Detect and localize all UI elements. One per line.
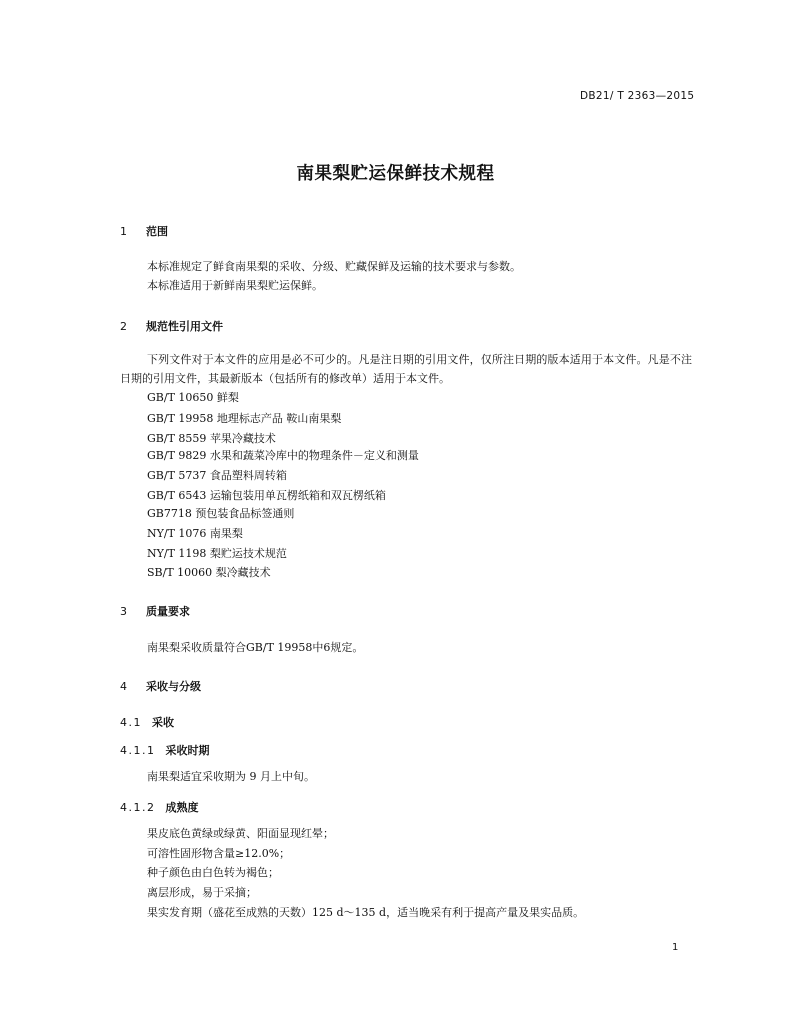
subsection-title: 采收时期 bbox=[165, 744, 210, 757]
reference-item: NY/T 1198 梨贮运技术规范 bbox=[147, 547, 287, 560]
reference-item: SB/T 10060 梨冷藏技术 bbox=[147, 566, 271, 579]
section-title: 范围 bbox=[146, 225, 168, 238]
subsection-number: 4.1 bbox=[120, 716, 142, 729]
section-title: 规范性引用文件 bbox=[146, 320, 223, 333]
subsection-title: 采收 bbox=[152, 716, 174, 729]
paragraph: 果实发育期（盛花至成熟的天数）125 d～135 d，适当晚采有利于提高产量及果实品质。 bbox=[147, 906, 585, 919]
paragraph: 本标准适用于新鲜南果梨贮运保鲜。 bbox=[147, 279, 323, 292]
intro-paragraph: 下列文件对于本文件的应用是必不可少的。凡是注日期的引用文件，仅所注日期的版本适用于本文件。凡是不注日期的引用文件，其最新版本（包括所有的修改单）适用于本文件。 bbox=[120, 353, 692, 385]
paragraph: 种子颜色由白色转为褐色； bbox=[147, 866, 279, 879]
reference-item: GB7718 预包装食品标签通则 bbox=[147, 507, 295, 520]
section-3-heading bbox=[120, 603, 190, 619]
subsection-number: 4.1.1 bbox=[120, 744, 156, 757]
paragraph: 本标准规定了鲜食南果梨的采收、分级、贮藏保鲜及运输的技术要求与参数。 bbox=[147, 260, 521, 273]
section-number: 2 bbox=[120, 320, 127, 333]
section-2-heading bbox=[120, 318, 223, 334]
subsection-4-1-1-heading bbox=[120, 742, 210, 758]
section-4-heading bbox=[120, 678, 201, 694]
section-title: 采收与分级 bbox=[146, 680, 201, 693]
section-title: 质量要求 bbox=[146, 605, 190, 618]
reference-item: GB/T 10650 鲜梨 bbox=[147, 391, 239, 404]
section-number: 1 bbox=[120, 225, 127, 238]
subsection-number: 4.1.2 bbox=[120, 801, 156, 814]
section-1-heading bbox=[120, 223, 168, 239]
section-number: 4 bbox=[120, 680, 127, 693]
paragraph: 南果梨适宜采收期为 9 月上中旬。 bbox=[147, 770, 315, 783]
subsection-title: 成熟度 bbox=[165, 801, 199, 814]
reference-item: GB/T 5737 食品塑料周转箱 bbox=[147, 469, 287, 482]
reference-item: GB/T 19958 地理标志产品 鞍山南果梨 bbox=[147, 412, 342, 425]
paragraph: 果皮底色黄绿或绿黄、阳面显现红晕； bbox=[147, 827, 334, 840]
subsection-4-1-heading bbox=[120, 714, 174, 730]
standard-code: DB21/ T 2363—2015 bbox=[580, 90, 695, 102]
subsection-4-1-2-heading bbox=[120, 799, 199, 815]
page-number: 1 bbox=[672, 942, 679, 953]
reference-item: GB/T 9829 水果和蔬菜冷库中的物理条件－定义和测量 bbox=[147, 449, 419, 462]
paragraph: 可溶性固形物含量≥12.0%； bbox=[147, 847, 291, 860]
reference-item: GB/T 8559 苹果冷藏技术 bbox=[147, 432, 276, 445]
reference-item: NY/T 1076 南果梨 bbox=[147, 527, 243, 540]
section-number: 3 bbox=[120, 605, 127, 618]
document-title: 南果梨贮运保鲜技术规程 bbox=[296, 164, 495, 184]
paragraph: 离层形成，易于采摘； bbox=[147, 886, 257, 899]
reference-item: GB/T 6543 运输包装用单瓦楞纸箱和双瓦楞纸箱 bbox=[147, 489, 386, 502]
paragraph: 南果梨采收质量符合GB/T 19958中6规定。 bbox=[147, 641, 364, 654]
